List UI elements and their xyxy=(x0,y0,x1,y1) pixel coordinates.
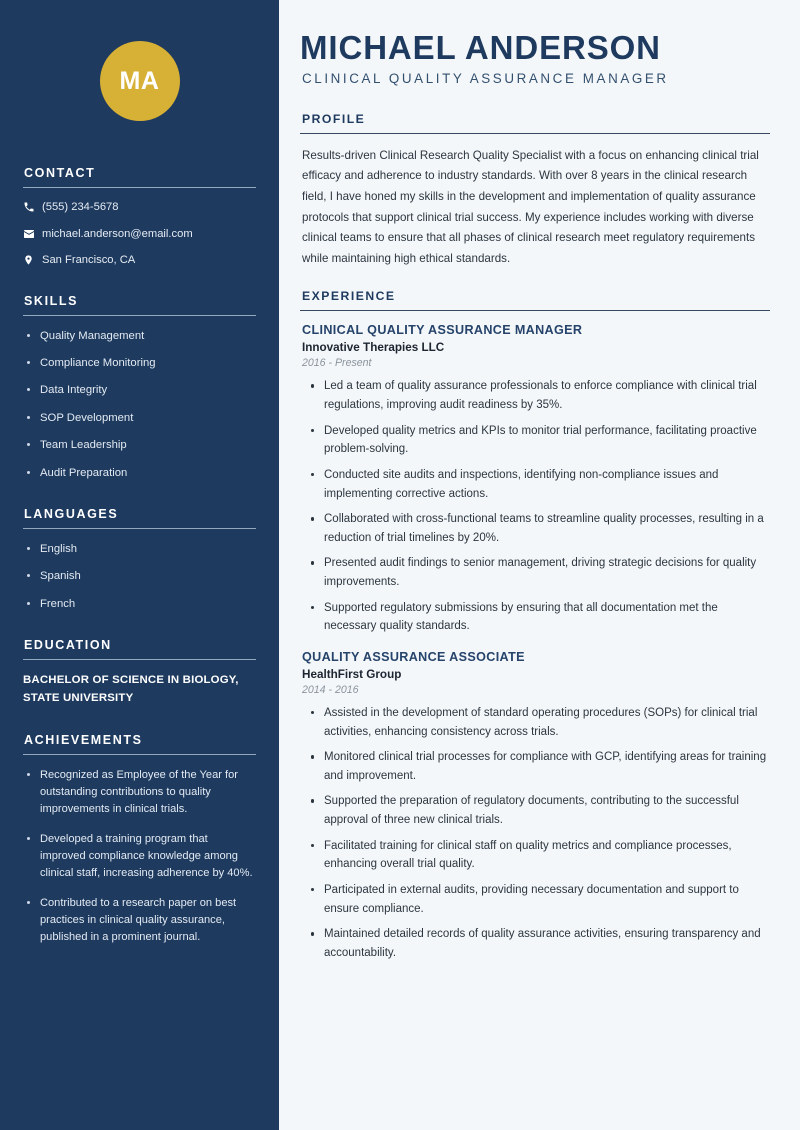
experience-title: QUALITY ASSURANCE ASSOCIATE xyxy=(302,649,525,664)
page-title: MICHAEL ANDERSON xyxy=(300,29,661,66)
experience-title: CLINICAL QUALITY ASSURANCE MANAGER xyxy=(302,323,583,338)
list-item: Recognized as Employee of the Year for outstanding contributions to quality improvements in clinical trials. xyxy=(23,767,256,817)
list-item: Quality Management xyxy=(23,328,256,344)
skills-list xyxy=(23,328,256,481)
contact-email-value: michael.anderson@email.com xyxy=(42,227,193,240)
list-item: Data Integrity xyxy=(23,382,256,398)
sidebar-section-languages xyxy=(23,507,256,612)
experience-entry xyxy=(300,650,770,963)
achievements-list xyxy=(23,767,256,945)
list-item: Collaborated with cross-functional teams to streamline quality processes, resulting in a reduction of trial timelines by 20%. xyxy=(302,510,770,547)
list-item: Monitored clinical trial processes for compliance with GCP, identifying areas for training and improvement. xyxy=(302,748,770,785)
list-item: Conducted site audits and inspections, identifying non-compliance issues and implementing corrective actions. xyxy=(302,466,770,503)
list-item: Audit Preparation xyxy=(23,465,256,481)
profile-text: Results-driven Clinical Research Quality Specialist with a focus on enhancing clinical trial efficacy and adherence to industry standards. With over 8 years in the clinical research field, I have honed my skills in the development and implementation of quality assurance protocols that support clinical trial success. My experience includes working with diverse clinical teams to ensure that all phases of clinical research meet regulatory requirements while maintaining high ethical standards. xyxy=(302,148,759,265)
list-item: Led a team of quality assurance professionals to enforce compliance with clinical trial regulations, improving audit readiness by 35%. xyxy=(302,377,770,414)
experience-divider xyxy=(300,310,770,311)
main-content xyxy=(279,0,800,1130)
achievements-divider xyxy=(23,754,256,755)
list-item: Compliance Monitoring xyxy=(23,355,256,371)
contact-heading: CONTACT xyxy=(24,166,96,180)
list-item: Participated in external audits, providing necessary documentation and support to ensure compliance. xyxy=(302,881,770,918)
sidebar-section-contact xyxy=(23,166,256,268)
avatar-container xyxy=(23,0,256,121)
education-divider xyxy=(23,659,256,660)
skills-divider xyxy=(23,315,256,316)
skills-heading: SKILLS xyxy=(24,293,79,308)
experience-bullets xyxy=(300,704,770,963)
contact-item-phone[interactable] xyxy=(23,200,256,215)
achievements-heading: ACHIEVEMENTS xyxy=(24,733,143,748)
list-item: Developed quality metrics and KPIs to monitor trial performance, facilitating proactive problem-solving. xyxy=(302,422,770,459)
languages-heading: LANGUAGES xyxy=(24,506,119,521)
experience-bullets xyxy=(300,377,770,636)
sidebar-section-achievements xyxy=(23,733,256,945)
profile-divider xyxy=(300,133,770,134)
contact-item-email[interactable] xyxy=(23,227,256,242)
contact-item-location[interactable] xyxy=(23,253,256,268)
list-item: Supported the preparation of regulatory documents, contributing to the successful approval of three new clinical trials. xyxy=(302,792,770,829)
contact-phone-value: (555) 234-5678 xyxy=(42,201,119,213)
list-item: SOP Development xyxy=(23,410,256,426)
phone-icon xyxy=(23,201,42,213)
list-item: Presented audit findings to senior management, driving strategic decisions for quality improvements. xyxy=(302,554,770,591)
section-experience xyxy=(300,289,770,962)
job-role-subtitle: CLINICAL QUALITY ASSURANCE MANAGER xyxy=(302,70,669,86)
experience-company: HealthFirst Group xyxy=(302,667,402,681)
experience-entry xyxy=(300,323,770,636)
list-item: Supported regulatory submissions by ensuring that all documentation met the necessary quality standards. xyxy=(302,599,770,636)
sidebar-section-skills xyxy=(23,294,256,481)
languages-list xyxy=(23,541,256,612)
education-entry: BACHELOR OF SCIENCE IN BIOLOGY, STATE UNIVERSITY xyxy=(23,674,239,704)
list-item: Maintained detailed records of quality assurance activities, ensuring transparency and accountability. xyxy=(302,925,770,962)
avatar: MA xyxy=(100,41,180,121)
list-item: Team Leadership xyxy=(23,437,256,453)
contact-divider xyxy=(23,187,256,188)
experience-dates: 2016 - Present xyxy=(302,357,372,370)
list-item: French xyxy=(23,596,256,612)
profile-heading: PROFILE xyxy=(302,111,366,126)
experience-heading: EXPERIENCE xyxy=(302,289,396,304)
list-item: Facilitated training for clinical staff on quality metrics and compliance processes, enhancing overall trial quality. xyxy=(302,837,770,874)
experience-company: Innovative Therapies LLC xyxy=(302,341,445,355)
sidebar xyxy=(0,0,279,1130)
sidebar-section-education xyxy=(23,638,256,707)
education-heading: EDUCATION xyxy=(24,638,112,653)
list-item: English xyxy=(23,541,256,557)
list-item: Spanish xyxy=(23,568,256,584)
section-profile xyxy=(300,112,770,270)
list-item: Developed a training program that improved compliance knowledge among clinical staff, increasing adherence by 40%. xyxy=(23,831,256,881)
email-icon xyxy=(23,228,42,240)
languages-divider xyxy=(23,528,256,529)
experience-dates: 2014 - 2016 xyxy=(302,683,359,696)
list-item: Assisted in the development of standard operating procedures (SOPs) for clinical trial activities, enhancing consistency across trials. xyxy=(302,704,770,741)
location-pin-icon xyxy=(23,254,42,266)
contact-location-value: San Francisco, CA xyxy=(42,254,136,267)
list-item: Contributed to a research paper on best practices in clinical quality assurance, published in a prominent journal. xyxy=(23,895,256,945)
